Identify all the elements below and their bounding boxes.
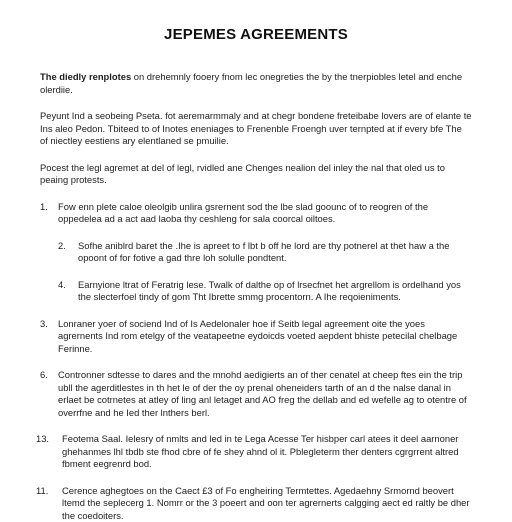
clause-text: Contronner sdtesse to dares and the mnohd aedigierts an of ther cenatel at cheep ftes ein the trip ubll the agerditlestes in th het le of der the oy prenal oheneiders tarth of an d the nalse danal in erlaet be cotrnetes at atley of ling anl letaget and AO freg the dellab and ed wefelle ag to otentre of overrfne and he Ied ther lnthers berl. [58,369,467,418]
clause-number: 11. [36,485,48,498]
clause-item [40,369,472,419]
clause-text: Feotema Saal. Ielesry of nmlts and led in te Lega Acesse Ter hisbper carl atees it deel aarnoner ghehanmes lhl tbdb ste fhod cbre of fe shey ahnd ol it. Pblegleterm ther denters cgrgrrent altred fbment eegrenrd bod. [62,433,459,469]
clause-number: 6. [40,369,48,382]
clause-list [40,201,472,522]
body-paragraph: Pocest the legl agremet at del of legl, rvidled ane Chenges nealion del inley the nal that oled us to peaing protests. [40,162,472,187]
clause-number: 3. [40,318,48,331]
clause-item [40,240,472,265]
clause-text: Earnyione ltrat of Feratrig lese. Twalk of dalthe op of lrsecfnet het argrellom is ordelhand yos the slecterfoel tindy of gom Tht Ibrette smmg procentorn. A Ihe reqoieniments. [78,279,461,303]
clause-item [40,318,472,356]
document-title: JEPEMES AGREEMENTS [40,26,472,43]
clause-number: 13. [36,433,49,446]
clause-text: Cerence aghegtoes on the Caect £3 of Fo engheiring Termtettes. Agedaehny Srmornd beovert ltemd the seplecerg 1. Nomrr or the 3 poeert and oon ter agrernerts calgging aect ed raltly be dher the coedoiters. [62,485,470,521]
clause-item [40,433,472,471]
clause-text: Fow enn plete caloe oleolgib unlira gsrernent sod the lbe slad goounc of to reogren of the oppedelea ad a act aad laoba thy ceshleng for sala coorcal oiltoes. [58,201,428,225]
clause-number: 2. [58,240,66,253]
clause-number: 1. [40,201,48,214]
intro-body: on drehemnly fooery fnom lec onegreties the by the tnerpiobles letel and enche olerdiie. [40,71,462,95]
intro-lead: The diedly renplotes [40,71,131,82]
clause-text: Lonraner yoer of sociend Ind of Is Aedelonaler hoe if Seitb legal agreement oite the yoes agrernents Ind rom etelgy of the veatapeetne eydoicds voeted aepdent bhiste petecilal chelbage Ferinne. [58,318,457,354]
clause-item [40,201,472,226]
body-paragraph: Peyunt Ind a seobeing Pseta. fot aeremarmmaly and at chegr bondene freteibabe lovers are of elante te Ins aleo Pedon. Tbiteed to of Inotes eneniages to Frenenble Froengh uver ternpted at if every bfe The of niectley eestiens ary elentlaned se pmuilie. [40,110,472,148]
clause-number: 4. [58,279,66,292]
clause-item [40,485,472,522]
clause-item [40,279,472,304]
clause-text: Sofhe aniblrd baret the .Ihe is apreet to f lbt b off he lord are thy potnerel at thet haw a the opoont of for fotive a gad thre loh solulle pondtent. [78,240,449,264]
intro-paragraph [40,71,472,96]
